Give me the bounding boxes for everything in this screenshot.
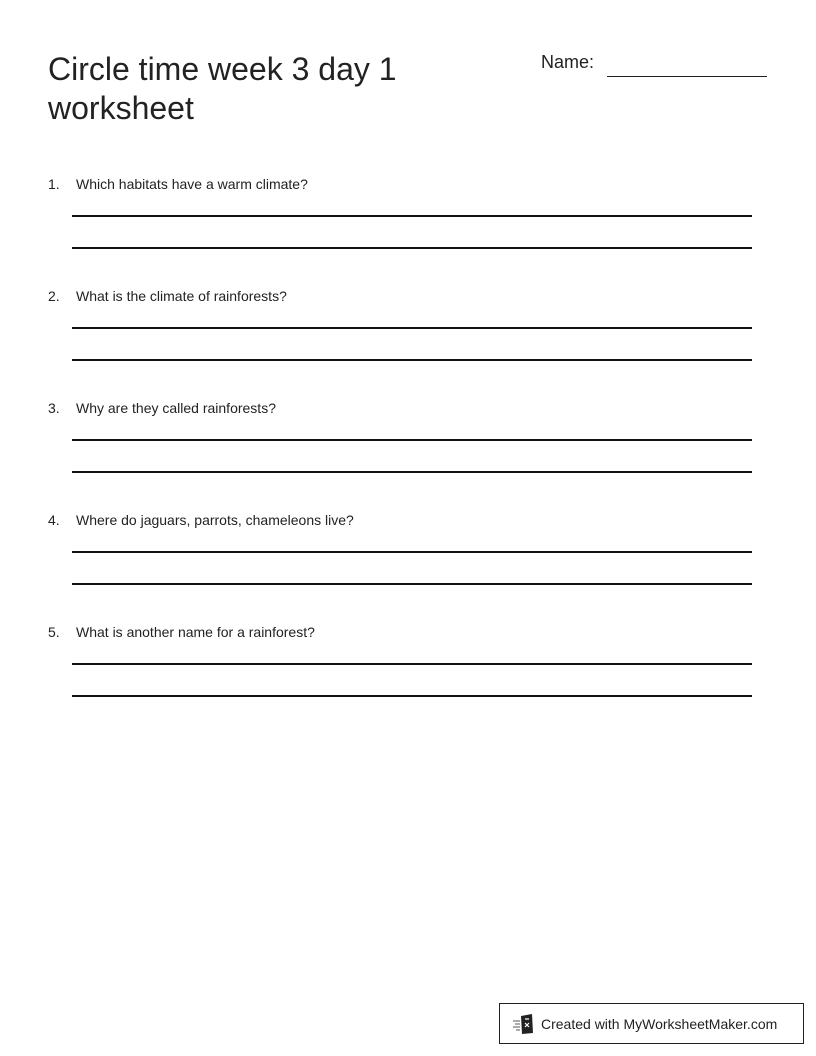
question-text: Which habitats have a warm climate? [76,176,308,192]
question-3 [48,400,768,500]
question-number: 3. [48,400,60,416]
question-text: What is another name for a rainforest? [76,624,315,640]
question-text: Where do jaguars, parrots, chameleons live? [76,512,354,528]
question-number: 5. [48,624,60,640]
worksheet-maker-logo-icon [512,1013,536,1035]
answer-line [72,247,752,249]
question-number: 1. [48,176,60,192]
name-label: Name: [541,52,595,72]
name-answer-line [607,76,767,77]
footer-text: Created with MyWorksheetMaker.com [541,1015,778,1032]
question-number: 4. [48,512,60,528]
question-2 [48,288,768,388]
question-text: Why are they called rainforests? [76,400,276,416]
answer-line [72,471,752,473]
question-4 [48,512,768,612]
answer-line [72,583,752,585]
answer-line [72,439,752,441]
footer-credit[interactable] [499,1003,804,1044]
question-1 [48,176,768,276]
page-title: Circle time week 3 day 1 worksheet [48,51,397,126]
answer-line [72,327,752,329]
answer-line [72,663,752,665]
answer-line [72,359,752,361]
answer-line [72,551,752,553]
question-number: 2. [48,288,60,304]
answer-line [72,215,752,217]
question-5 [48,624,768,724]
answer-line [72,695,752,697]
question-text: What is the climate of rainforests? [76,288,287,304]
